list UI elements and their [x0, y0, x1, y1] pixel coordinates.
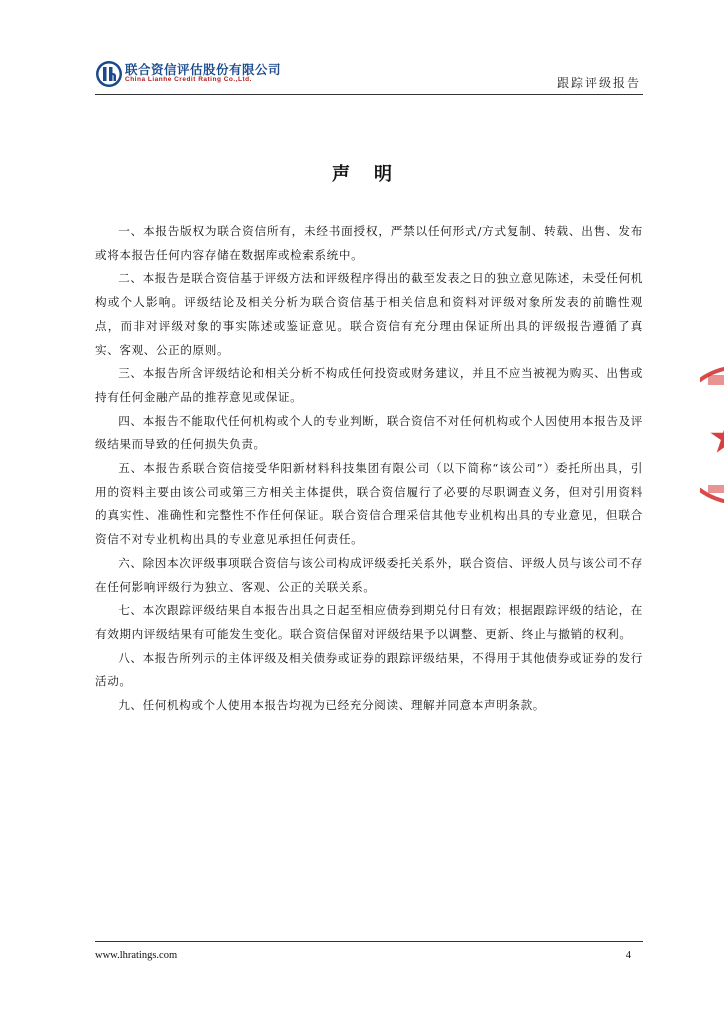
- lh-logo-icon: [95, 60, 123, 88]
- logo-chinese-name: 联合资信评估股份有限公司: [125, 62, 282, 77]
- report-type-label: 跟踪评级报告: [556, 76, 641, 90]
- logo-english-name: China Lianhe Credit Rating Co.,Ltd.: [125, 76, 252, 83]
- declaration-paragraph-6: 六、除因本次评级事项联合资信与该公司构成评级委托关系外，联合资信、评级人员与该公司不存在任何影响评级行为独立、客观、公正的关联关系。: [95, 555, 643, 594]
- declaration-paragraph-3: 三、本报告所含评级结论和相关分析不构成任何投资或财务建议，并且不应当被视为购买、出售或持有任何金融产品的推荐意见或保证。: [95, 366, 643, 404]
- footer-website-link[interactable]: www.lhratings.com: [95, 950, 178, 961]
- declaration-paragraph-5: 五、本报告系联合资信接受华阳新材料科技集团有限公司（以下简称“该公司”）委托所出具，引用的资料主要由该公司或第三方相关主体提供，联合资信履行了必要的尽职调查义务，但对引用资料的真实性、准确性和完整性不作任何保证。联合资信合理采信其他专业机构出具的专业意见，但联合资信不对专业机构出具的专业意见承担任何责任。: [95, 461, 643, 547]
- declaration-paragraph-2: 二、本报告是联合资信基于评级方法和评级程序得出的截至发表之日的独立意见陈述，未受任何机构或个人影响。评级结论及相关分析为联合资信基于相关信息和资料对评级对象所发表的前瞻性观点，而非对评级对象的事实陈述或鉴证意见。联合资信有充分理由保证所出具的评级报告遵循了真实、客观、公正的原则。: [95, 271, 643, 357]
- page-number: 4: [625, 950, 631, 961]
- company-logo: [95, 58, 295, 90]
- footer-rule: [95, 941, 643, 942]
- declaration-paragraph-8: 八、本报告所列示的主体评级及相关债券或证券的跟踪评级结果，不得用于其他债券或证券的发行活动。: [95, 650, 643, 689]
- declaration-paragraph-4: 四、本报告不能取代任何机构或个人的专业判断，联合资信不对任何机构或个人因使用本报告及评级结果而导致的任何损失负责。: [95, 413, 643, 452]
- declaration-paragraph-9: 九、任何机构或个人使用本报告均视为已经充分阅读、理解并同意本声明条款。: [118, 698, 545, 713]
- declaration-paragraph-1: 一、本报告版权为联合资信所有，未经书面授权，严禁以任何形式/方式复制、转载、出售、发布或将本报告任何内容存储在数据库或检索系统中。: [95, 224, 643, 262]
- page-title: 声明: [332, 164, 416, 185]
- declaration-body: [95, 220, 643, 718]
- seal-stamp-icon: [700, 355, 724, 515]
- page-header: [95, 58, 643, 95]
- declaration-paragraph-7: 七、本次跟踪评级结果自本报告出具之日起至相应债券到期兑付日有效；根据跟踪评级的结论，在有效期内评级结果有可能发生变化。联合资信保留对评级结果予以调整、更新、终止与撤销的权利。: [95, 603, 643, 641]
